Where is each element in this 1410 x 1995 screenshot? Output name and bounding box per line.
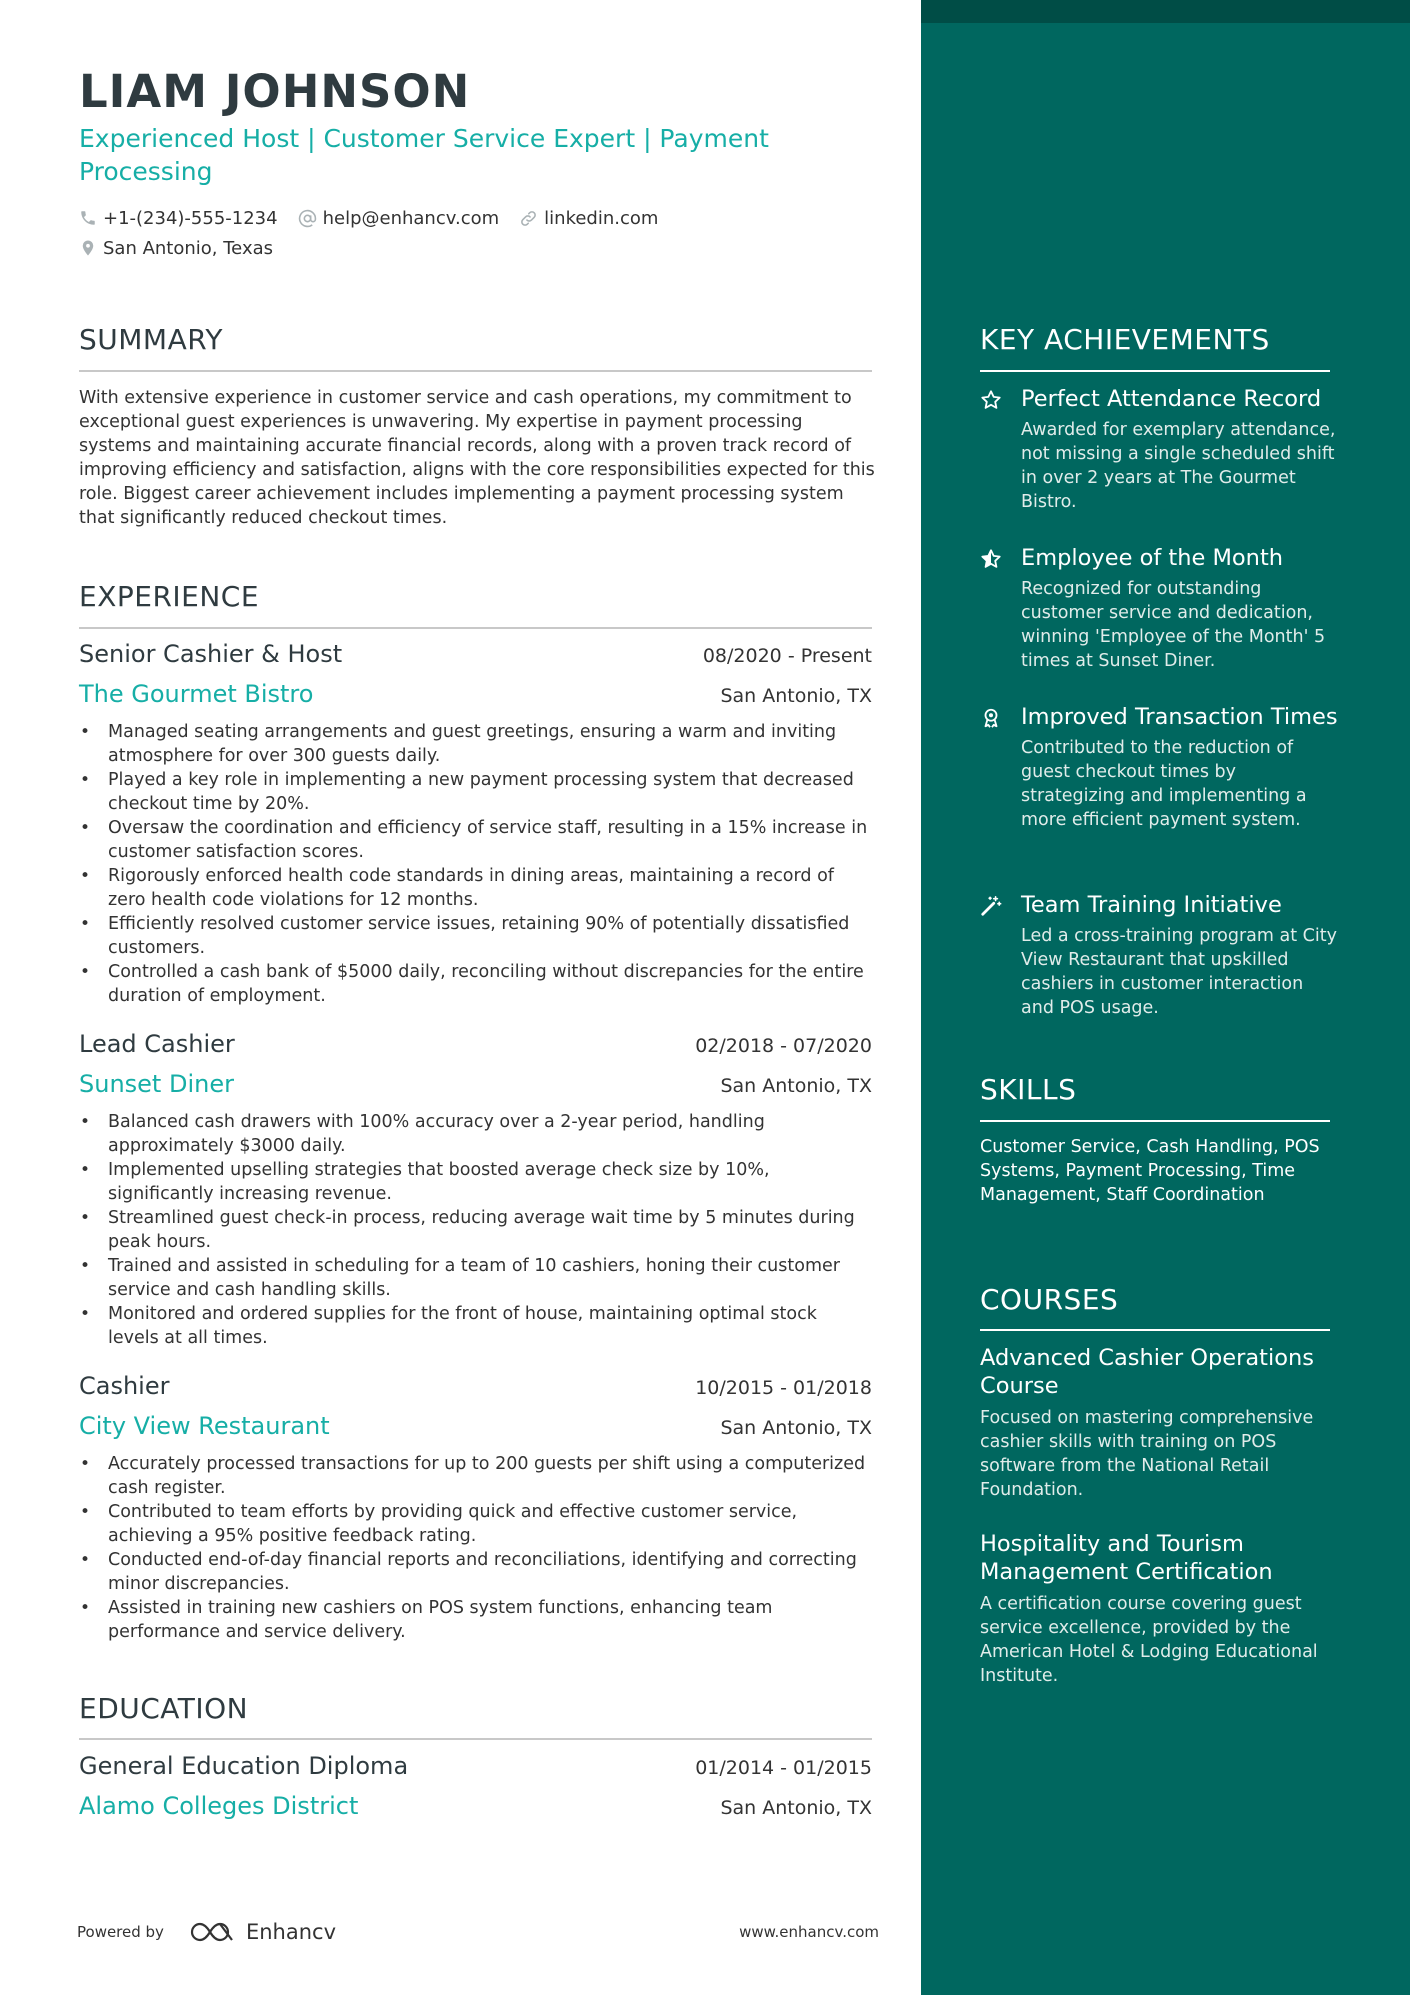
achievement-desc: Awarded for exemplary attendance, not missing a single scheduled shift in over 2 years at The Gourmet Bistro. bbox=[1021, 420, 1336, 512]
course-title: Hospitality and Tourism Management Certification bbox=[980, 1531, 1273, 1585]
brand-name: Enhancv bbox=[245, 1920, 336, 1944]
job-bullets bbox=[79, 720, 872, 1008]
list-item: • Balanced cash drawers with 100% accuracy over a 2-year period, handling approximately $3000 daily. bbox=[79, 1110, 872, 1158]
list-item: • Monitored and ordered supplies for the front of house, maintaining optimal stock levels at all times. bbox=[79, 1302, 872, 1350]
contact-phone[interactable] bbox=[79, 208, 278, 229]
brand-logo[interactable] bbox=[190, 1920, 336, 1944]
course-title: Advanced Cashier Operations Course bbox=[980, 1345, 1314, 1399]
job-entry bbox=[79, 640, 872, 1008]
candidate-name: LIAM JOHNSON bbox=[79, 65, 471, 118]
courses-heading: COURSES bbox=[980, 1283, 1119, 1316]
job-title: Cashier bbox=[79, 1372, 170, 1400]
job-entry bbox=[79, 1030, 872, 1350]
list-item: • Oversaw the coordination and efficiency of service staff, resulting in a 15% increase in customer satisfaction scores. bbox=[79, 816, 872, 864]
achievement-title: Employee of the Month bbox=[1021, 545, 1284, 571]
list-item: • Implemented upselling strategies that boosted average check size by 10%, significantly increasing revenue. bbox=[79, 1158, 872, 1206]
achievement-desc: Contributed to the reduction of guest checkout times by strategizing and implementing a more efficient payment system. bbox=[1021, 738, 1307, 830]
footer-url[interactable]: www.enhancv.com bbox=[739, 1923, 879, 1941]
contact-location bbox=[79, 238, 273, 259]
job-entry bbox=[79, 1372, 872, 1644]
education-degree: General Education Diploma bbox=[79, 1752, 409, 1780]
skills-text: Customer Service, Cash Handling, POS Systems, Payment Processing, Time Management, Staff Coordination bbox=[980, 1137, 1320, 1205]
achievements-heading: KEY ACHIEVEMENTS bbox=[980, 323, 1270, 356]
education-school: Alamo Colleges District bbox=[79, 1792, 359, 1820]
link-icon bbox=[519, 209, 538, 228]
skills-divider bbox=[980, 1120, 1330, 1122]
list-item: • Conducted end-of-day financial reports and reconciliations, identifying and correcting minor discrepancies. bbox=[79, 1548, 872, 1596]
achievement-title: Improved Transaction Times bbox=[1021, 704, 1338, 730]
job-company: Sunset Diner bbox=[79, 1070, 234, 1098]
phone-text: +1-(234)-555-1234 bbox=[103, 207, 278, 229]
list-item: • Trained and assisted in scheduling for a team of 10 cashiers, honing their customer service and cash handling skills. bbox=[79, 1254, 872, 1302]
contact-row-1 bbox=[79, 205, 678, 231]
education-dates: 01/2014 - 01/2015 bbox=[695, 1757, 872, 1779]
list-item: • Contributed to team efforts by providing quick and effective customer service, achieving a 95% positive feedback rating. bbox=[79, 1500, 872, 1548]
list-item: • Efficiently resolved customer service issues, retaining 90% of potentially dissatisfied customers. bbox=[79, 912, 872, 960]
list-item: • Streamlined guest check-in process, reducing average wait time by 5 minutes during peak hours. bbox=[79, 1206, 872, 1254]
achievement-item bbox=[980, 544, 1340, 673]
summary-heading: SUMMARY bbox=[79, 323, 224, 356]
achievement-item bbox=[980, 891, 1340, 1020]
achievement-item bbox=[980, 703, 1340, 832]
linkedin-text: linkedin.com bbox=[544, 207, 659, 229]
star-outline-icon bbox=[980, 389, 1002, 411]
education-divider bbox=[79, 1738, 872, 1740]
award-medal-icon bbox=[980, 707, 1002, 729]
footer bbox=[77, 1917, 879, 1947]
contact-email[interactable] bbox=[298, 208, 500, 229]
powered-by bbox=[77, 1920, 336, 1944]
enhancv-logo-icon bbox=[190, 1920, 236, 1944]
course-desc: Focused on mastering comprehensive cashier skills with training on POS software from the National Retail Foundation. bbox=[980, 1408, 1314, 1500]
candidate-tagline: Experienced Host | Customer Service Expert | Payment Processing bbox=[79, 124, 769, 186]
achievement-item bbox=[980, 385, 1340, 514]
list-item: • Rigorously enforced health code standards in dining areas, maintaining a record of zero health code violations for 12 months. bbox=[79, 864, 872, 912]
list-item: • Assisted in training new cashiers on POS system functions, enhancing team performance and service delivery. bbox=[79, 1596, 872, 1644]
list-item: • Played a key role in implementing a new payment processing system that decreased checkout time by 20%. bbox=[79, 768, 872, 816]
education-entry bbox=[79, 1752, 872, 1832]
job-bullets bbox=[79, 1452, 872, 1644]
achievement-title: Team Training Initiative bbox=[1021, 892, 1282, 918]
job-dates: 02/2018 - 07/2020 bbox=[695, 1035, 872, 1057]
job-dates: 10/2015 - 01/2018 bbox=[695, 1377, 872, 1399]
job-location: San Antonio, TX bbox=[720, 685, 872, 707]
experience-divider bbox=[79, 627, 872, 629]
email-text: help@enhancv.com bbox=[322, 207, 500, 229]
job-company: The Gourmet Bistro bbox=[79, 680, 314, 708]
education-heading: EDUCATION bbox=[79, 1692, 249, 1725]
at-icon bbox=[298, 209, 317, 228]
powered-by-label: Powered by bbox=[77, 1923, 164, 1941]
experience-heading: EXPERIENCE bbox=[79, 580, 260, 613]
location-pin-icon bbox=[79, 238, 97, 258]
course-item bbox=[980, 1530, 1340, 1688]
job-location: San Antonio, TX bbox=[720, 1417, 872, 1439]
magic-wand-icon bbox=[980, 895, 1002, 917]
sidebar bbox=[921, 0, 1410, 1995]
job-location: San Antonio, TX bbox=[720, 1075, 872, 1097]
star-half-icon bbox=[980, 548, 1002, 570]
job-title: Lead Cashier bbox=[79, 1030, 235, 1058]
job-title: Senior Cashier & Host bbox=[79, 640, 343, 668]
list-item: • Accurately processed transactions for up to 200 guests per shift using a computerized cash register. bbox=[79, 1452, 872, 1500]
course-desc: A certification course covering guest service excellence, provided by the American Hotel & Lodging Educational Institute. bbox=[980, 1594, 1318, 1686]
achievement-desc: Recognized for outstanding customer service and dedication, winning 'Employee of the Month' 5 times at Sunset Diner. bbox=[1021, 579, 1326, 671]
list-item: • Managed seating arrangements and guest greetings, ensuring a warm and inviting atmosphere for over 300 guests daily. bbox=[79, 720, 872, 768]
contact-linkedin[interactable] bbox=[519, 208, 658, 229]
job-bullets bbox=[79, 1110, 872, 1350]
skills-heading: SKILLS bbox=[980, 1073, 1077, 1106]
education-location: San Antonio, TX bbox=[720, 1797, 872, 1819]
phone-icon bbox=[79, 209, 97, 227]
summary-text: With extensive experience in customer service and cash operations, my commitment to exceptional guest experiences is unwavering. My expertise in payment processing systems and maintaining accurate financial records, along with a proven track record of improving efficiency and satisfaction, aligns with the core responsibilities expected for this role. Biggest career achievement includes implementing a payment processing system that significantly reduced checkout times. bbox=[79, 388, 875, 528]
job-dates: 08/2020 - Present bbox=[702, 645, 872, 667]
summary-divider bbox=[79, 370, 872, 372]
courses-divider bbox=[980, 1329, 1330, 1331]
achievement-title: Perfect Attendance Record bbox=[1021, 386, 1322, 412]
list-item: • Controlled a cash bank of $5000 daily, reconciling without discrepancies for the entire duration of employment. bbox=[79, 960, 872, 1008]
location-text: San Antonio, Texas bbox=[103, 237, 273, 259]
achievements-divider bbox=[980, 370, 1330, 372]
job-company: City View Restaurant bbox=[79, 1412, 330, 1440]
sidebar-top-bar bbox=[921, 0, 1410, 23]
contact-row-2 bbox=[79, 235, 293, 261]
course-item bbox=[980, 1344, 1340, 1502]
achievement-desc: Led a cross-training program at City View Restaurant that upskilled cashiers in customer interaction and POS usage. bbox=[1021, 926, 1337, 1018]
